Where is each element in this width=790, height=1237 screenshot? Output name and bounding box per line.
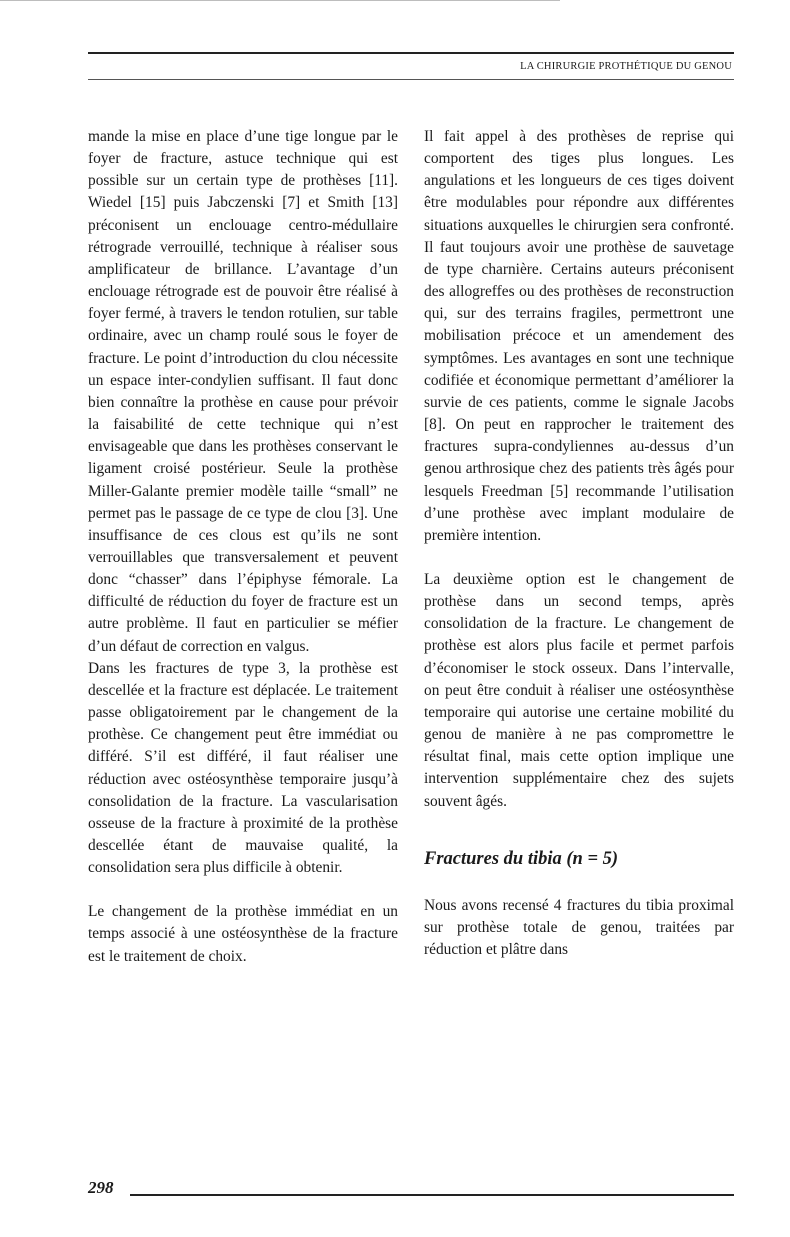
scan-edge-line xyxy=(0,0,560,1)
header-rule-top xyxy=(88,52,734,54)
left-paragraph-3: Le changement de la prothèse immédiat en un temps associé à une ostéosynthèse de la fracture est le traitement de choix. xyxy=(88,903,398,965)
heading-gap xyxy=(424,813,734,847)
paragraph-gap xyxy=(88,879,398,901)
left-paragraph-1: mande la mise en place d’une tige longue par le foyer de fracture, astuce technique qui est possible sur un certain type de prothèses [11]. Wiedel [15] puis Jabczenski [7] et Smith [13] préconisent un enclouage centro-médullaire rétrograde verrouillé, technique à réaliser sous amplificateur de brillance. L’avantage d’un enclouage rétrograde est de pouvoir être réalisé à foyer fermé, à travers le tendon rotulien, sur table ordinaire, avec un champ roulé sous le foyer de fracture. Le point d’introduction du clou nécessite un espace inter-condylien suffisant. Il faut donc bien connaître la prothèse en cause pour prévoir la faisabilité de cette technique qui n’est envisageable que dans les prothèses conservant le ligament croisé postérieur. Seule la prothèse Miller-Galante premier modèle taille “small” ne permet pas le passage de ce type de clou [3]. Une insuffisance de ces clous est qu’ils ne sont verrouillables que transversalement et peuvent donc “chasser” dans l’épiphyse fémorale. La difficulté de réduction du foyer de fracture est un autre problème. Il faut en particulier se méfier d’un défaut de correction en valgus. xyxy=(88,128,398,655)
left-column xyxy=(88,126,398,968)
section-heading: Fractures du tibia (n = 5) xyxy=(424,848,619,869)
running-head: LA CHIRURGIE PROTHÉTIQUE DU GENOU xyxy=(520,61,732,72)
heading-gap xyxy=(424,871,734,895)
footer-rule xyxy=(130,1194,734,1196)
left-paragraph-2: Dans les fractures de type 3, la prothèse est descellée et la fracture est déplacée. Le traitement passe obligatoirement par le changement de la prothèse. Ce changement peut être immédiat ou différé. S’il est différé, il faut réaliser une réduction avec ostéosynthèse temporaire jusqu’à consolidation de la fracture. La vascularisation osseuse de la fracture à proximité de la prothèse descellée étant de mauvaise qualité, la consolidation sera plus difficile à obtenir. xyxy=(88,659,398,877)
right-paragraph-1: Il fait appel à des prothèses de reprise qui comportent des tiges plus longues. Les angulations et les longueurs de ces tiges doivent être modulables pour répondre aux différentes situations auxquelles le chirurgien sera confronté. Il faut toujours avoir une prothèse de sauvetage de type charnière. Certains auteurs préconisent des allogreffes ou des prothèses de reconstruction qui, sur des terrains fragiles, permettront une mobilisation précoce et un amendement des symptômes. Les avantages en sont une technique codifiée et économique permettant d’améliorer la survie de ces patients, comme le signale Jacobs [8]. On peut en rapprocher le traitement des fractures supra-condyliennes au-dessus d’un genou arthrosique chez des patients très âgés pour lesquels Freedman [5] recommande l’utilisation d’une prothèse avec implant modulaire de première intention. xyxy=(424,128,734,544)
right-column xyxy=(424,126,734,961)
page-number: 298 xyxy=(88,1178,114,1197)
right-paragraph-2: La deuxième option est le changement de prothèse dans un second temps, après consolidation de la fracture. Le changement de prothèse est alors plus facile et permet parfois d’économiser le stock osseux. Dans l’intervalle, on peut être conduit à réaliser une ostéosynthèse temporaire qui autorise une certaine mobilité du genou de manière à ne pas compromettre le résultat final, mais cette option implique une intervention supplémentaire chez des sujets souvent âgés. xyxy=(424,570,734,810)
right-paragraph-3: Nous avons recensé 4 fractures du tibia proximal sur prothèse totale de genou, traitées par réduction et plâtre dans xyxy=(424,896,734,958)
paragraph-gap xyxy=(424,547,734,569)
header-rule-bottom xyxy=(88,79,734,80)
